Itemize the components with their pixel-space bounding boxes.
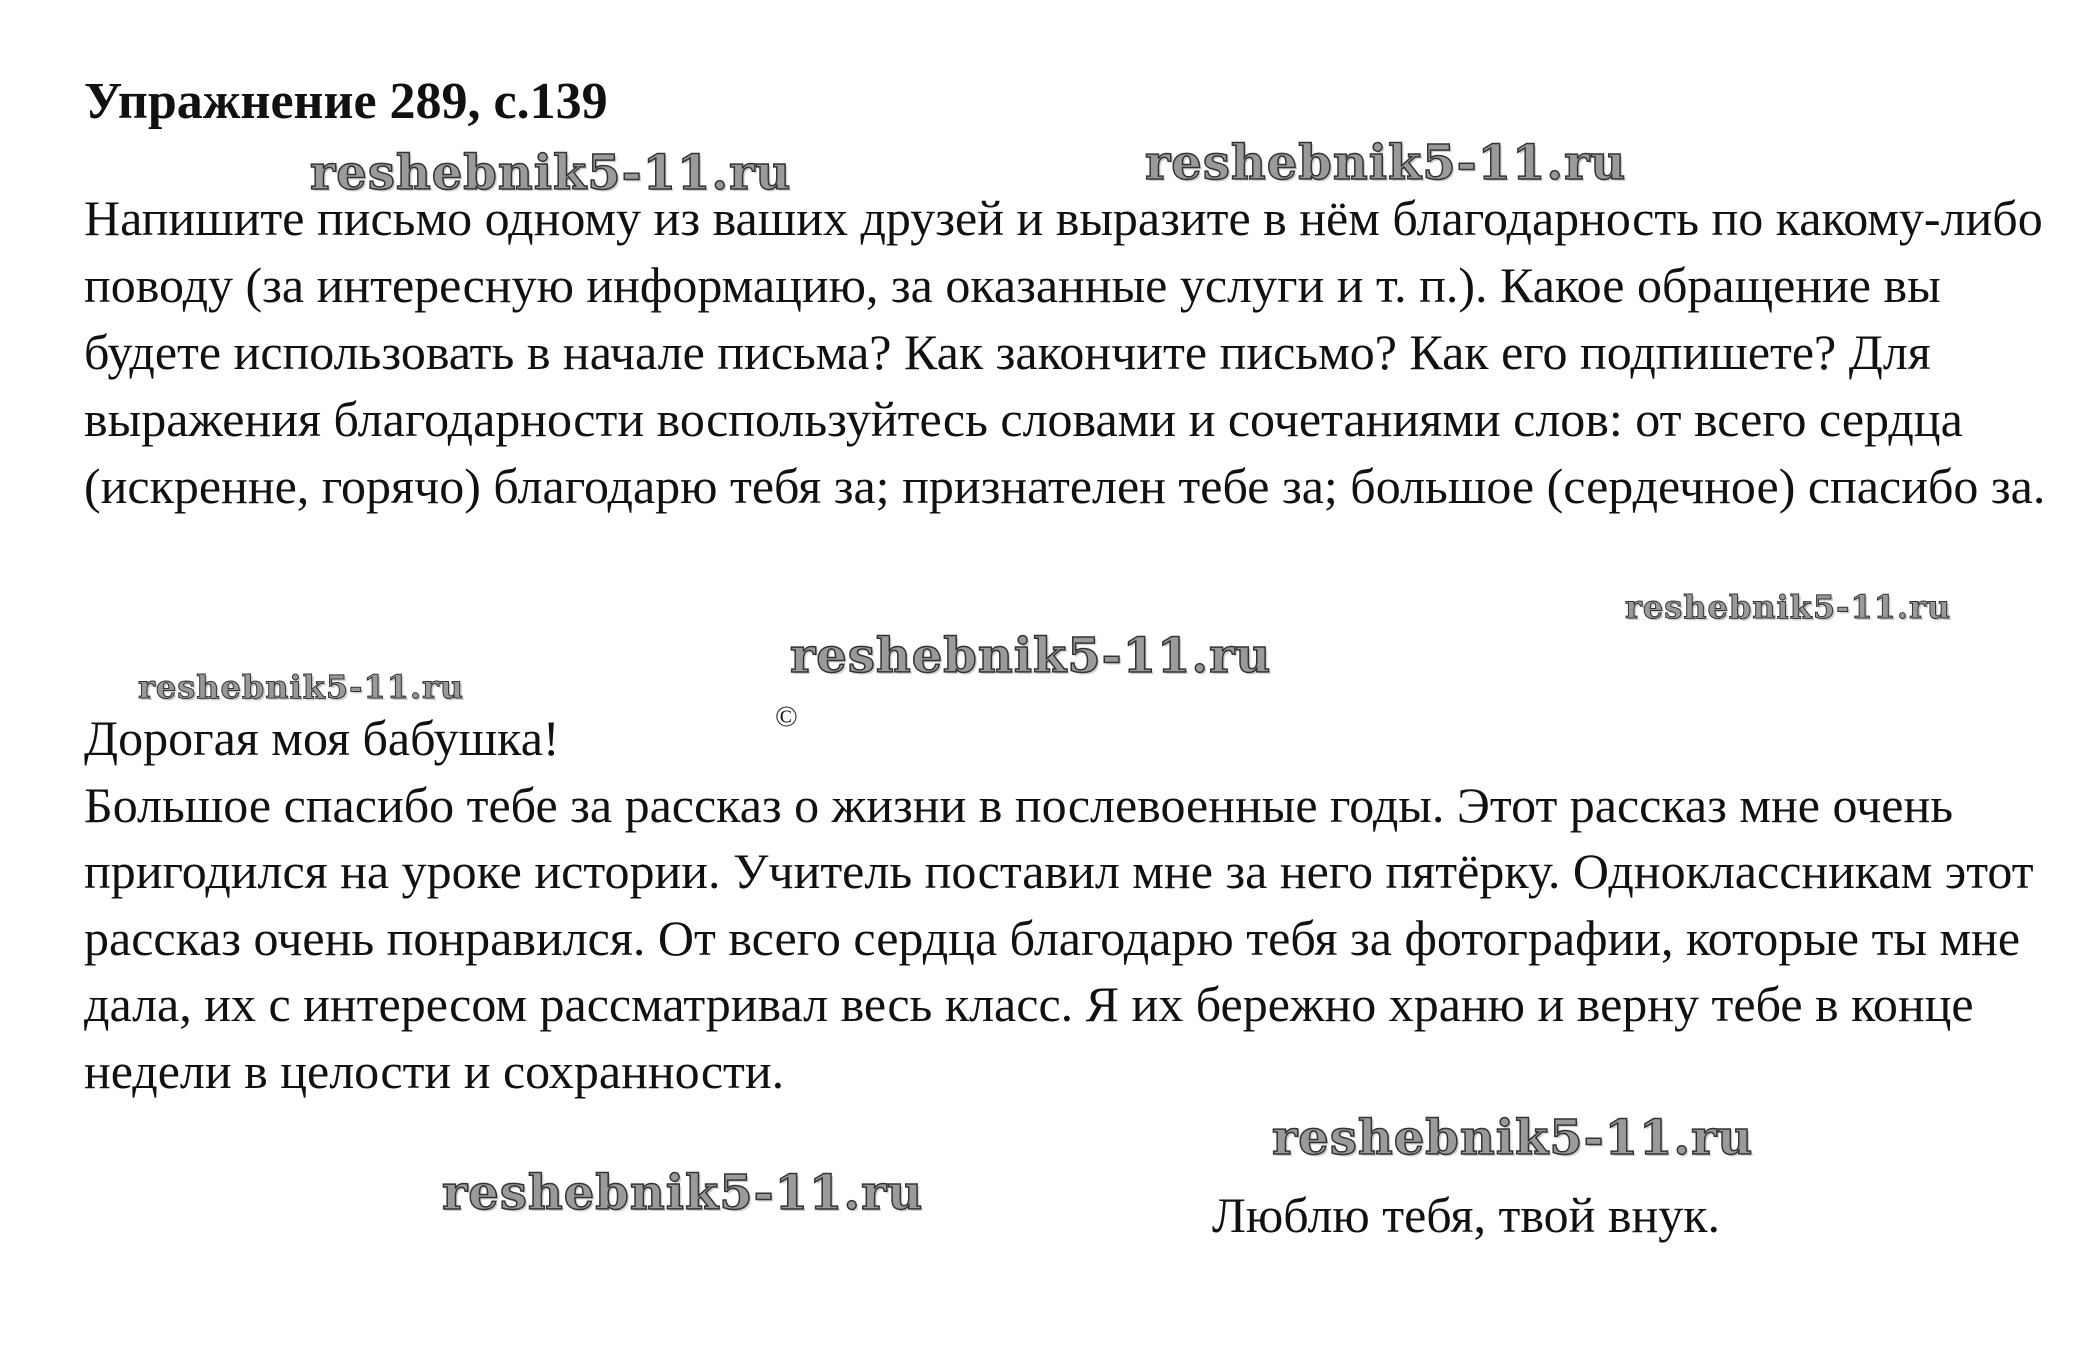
letter (84, 705, 2074, 1104)
task-instructions (84, 185, 2074, 520)
watermark: reshebnik5-11.ru (138, 668, 465, 706)
watermark: reshebnik5-11.ru (1272, 1110, 1754, 1166)
copyright-symbol: © (775, 700, 798, 733)
watermark: reshebnik5-11.ru (790, 628, 1272, 684)
letter-greeting: Дорогая моя бабушка! (84, 710, 560, 766)
watermark: reshebnik5-11.ru (1625, 588, 1952, 626)
exercise-title: Упражнение 289, с.139 (84, 73, 608, 130)
letter-body: Большое спасибо тебе за рассказ о жизни в послевоенные годы. Этот рассказ мне очень пригодился на уроке истории. Учитель поставил мне за него пятёрку. Одноклассникам этот рассказ очень понравился. От всего сердца благодарю тебя за фотографии, которые ты мне дала, их с интересом рассматривал весь класс. Я их бережно храню и верну тебе в конце недели в целости и сохранности. (84, 776, 2034, 1099)
letter-signature: Люблю тебя, твой внук. (1212, 1187, 1721, 1243)
watermark: reshebnik5-11.ru (310, 145, 792, 201)
task-paragraph: Напишите письмо одному из ваших друзей и выразите в нём благодарность по какому-либо поводу (за интересную информацию, за оказанные услуги и т. п.). Какое обращение вы будете использовать в начале письма? Как закончите письмо? Как его подпишете? Для выражения благодарности воспользуйтесь словами и сочетаниями слов: от всего сердца (искренне, горячо) благодарю тебя за; признателен тебе за; большое (сердечное) спасибо за. (84, 190, 2046, 514)
watermark: reshebnik5-11.ru (1145, 135, 1627, 191)
watermark: reshebnik5-11.ru (442, 1165, 924, 1221)
